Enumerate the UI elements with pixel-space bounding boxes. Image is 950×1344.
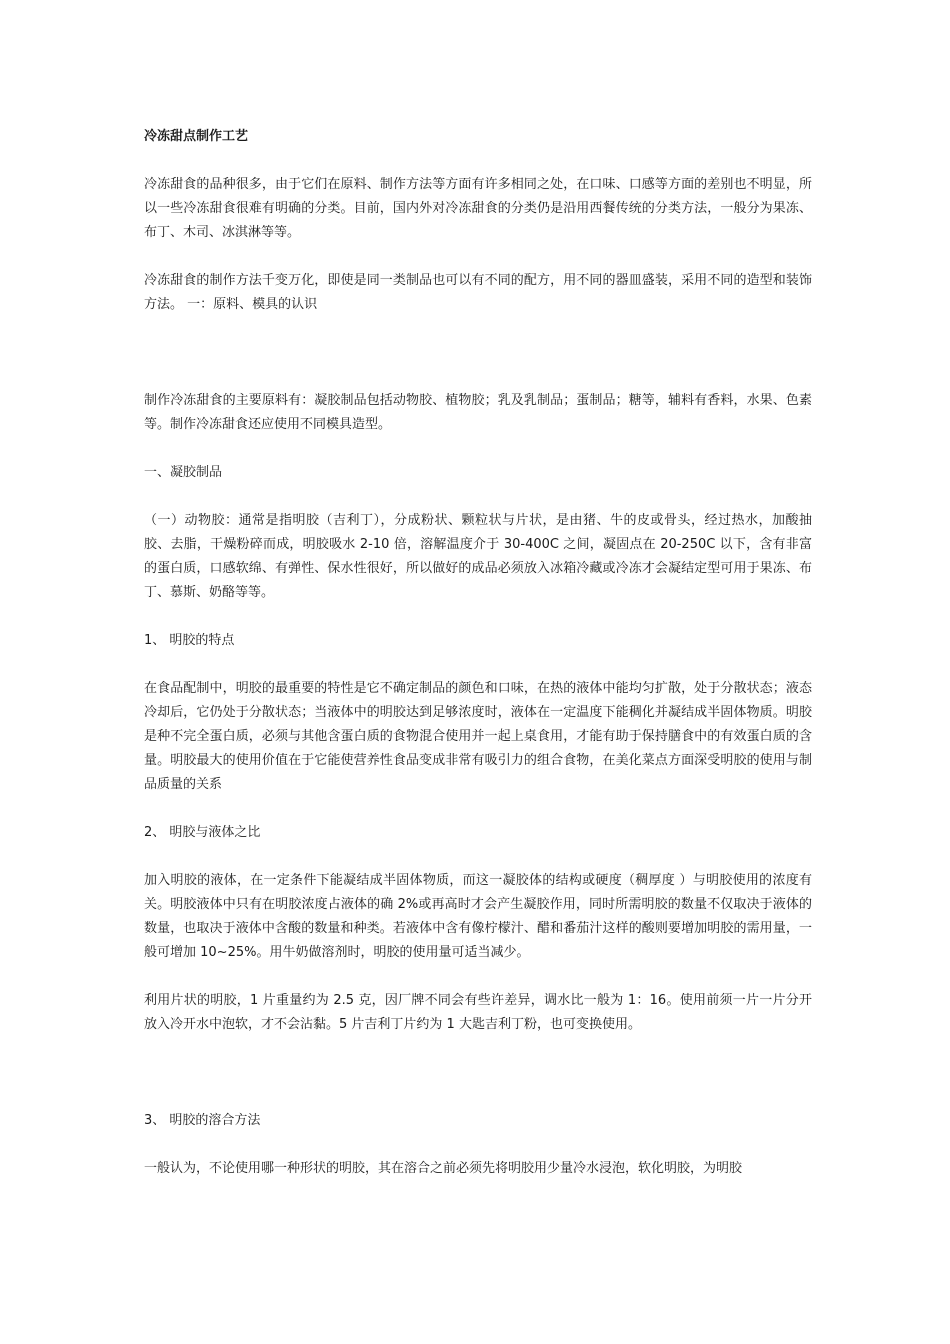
blank-spacer: [144, 1061, 812, 1109]
paragraph-dissolving: 一般认为，不论使用哪一种形状的明胶，其在溶合之前必须先将明胶用少量冷水浸泡，软化明胶，为明胶: [144, 1161, 743, 1176]
paragraph-methods: 冷冻甜食的制作方法千变万化，即使是同一类制品也可以有不同的配方，用不同的器皿盛装，采用不同的造型和装饰方法。 一：原料、模具的认识: [144, 273, 812, 312]
paragraph-gelatin-ratio: 加入明胶的液体，在一定条件下能凝结成半固体物质，而这一凝胶体的结构或硬度（稠厚度 ）与明胶使用的浓度有关。明胶液体中只有在明胶浓度占液体的确 2%或再高时才会产生凝胶作用，同时所需明胶的数量不仅取决于液体的数量，也取决于液体中含酸的数量和种类。若液体中含有像柠檬汁、醋和番茄汁这样的酸则要增加明胶的需用量，一般可增加 10~25%。用牛奶做溶剂时，明胶的使用量可适当减少。: [144, 873, 812, 960]
paragraph-sheet-gelatin: 利用片状的明胶，1 片重量约为 2.5 克，因厂牌不同会有些许差异，调水比一般为 1：16。使用前须一片一片分开放入冷开水中泡软，才不会沾黏。5 片吉利丁片约为 1 大匙吉利丁粉，也可变换使用。: [144, 993, 812, 1032]
section-heading-dissolving: 3、 明胶的溶合方法: [144, 1113, 261, 1128]
document-body: [144, 124, 812, 1205]
document-title: 冷冻甜点制作工艺: [144, 129, 249, 144]
section-heading-gelatin-ratio: 2、 明胶与液体之比: [144, 825, 261, 840]
paragraph-animal-gelatin: （一）动物胶：通常是指明胶（吉利丁），分成粉状、颗粒状与片状，是由猪、牛的皮或骨头，经过热水，加酸抽胶、去脂，干燥粉碎而成，明胶吸水 2-10 倍，溶解温度介于 30-400C 之间，凝固点在 20-250C 以下，含有非富的蛋白质，口感软绵、有弹性、保水性很好，所以做好的成品必须放入冰箱冷藏或冷冻才会凝结定型可用于果冻、布丁、慕斯、奶酪等等。: [144, 513, 812, 600]
paragraph-materials: 制作冷冻甜食的主要原料有：凝胶制品包括动物胶、植物胶；乳及乳制品；蛋制品；糖等，辅料有香料，水果、色素等。制作冷冻甜食还应使用不同模具造型。: [144, 393, 812, 432]
section-heading-gelatin-features: 1、 明胶的特点: [144, 633, 235, 648]
paragraph-intro: 冷冻甜食的品种很多，由于它们在原料、制作方法等方面有许多相同之处，在口味、口感等方面的差别也不明显，所以一些冷冻甜食很难有明确的分类。目前，国内外对冷冻甜食的分类仍是沿用西餐传统的分类方法，一般分为果冻、布丁、木司、冰淇淋等等。: [144, 177, 812, 240]
blank-spacer: [144, 341, 812, 389]
paragraph-gelatin-features: 在食品配制中，明胶的最重要的特性是它不确定制品的颜色和口味，在热的液体中能均匀扩散，处于分散状态；液态冷却后，它仍处于分散状态；当液体中的明胶达到足够浓度时，液体在一定温度下能稠化并凝结成半固体物质。明胶是种不完全蛋白质，必须与其他含蛋白质的食物混合使用并一起上桌食用，才能有助于保持膳食中的有效蛋白质的含量。明胶最大的使用价值在于它能使营养性食品变成非常有吸引力的组合食物，在美化菜点方面深受明胶的使用与制品质量的关系: [144, 681, 812, 792]
section-heading-gel: 一、凝胶制品: [144, 465, 223, 480]
